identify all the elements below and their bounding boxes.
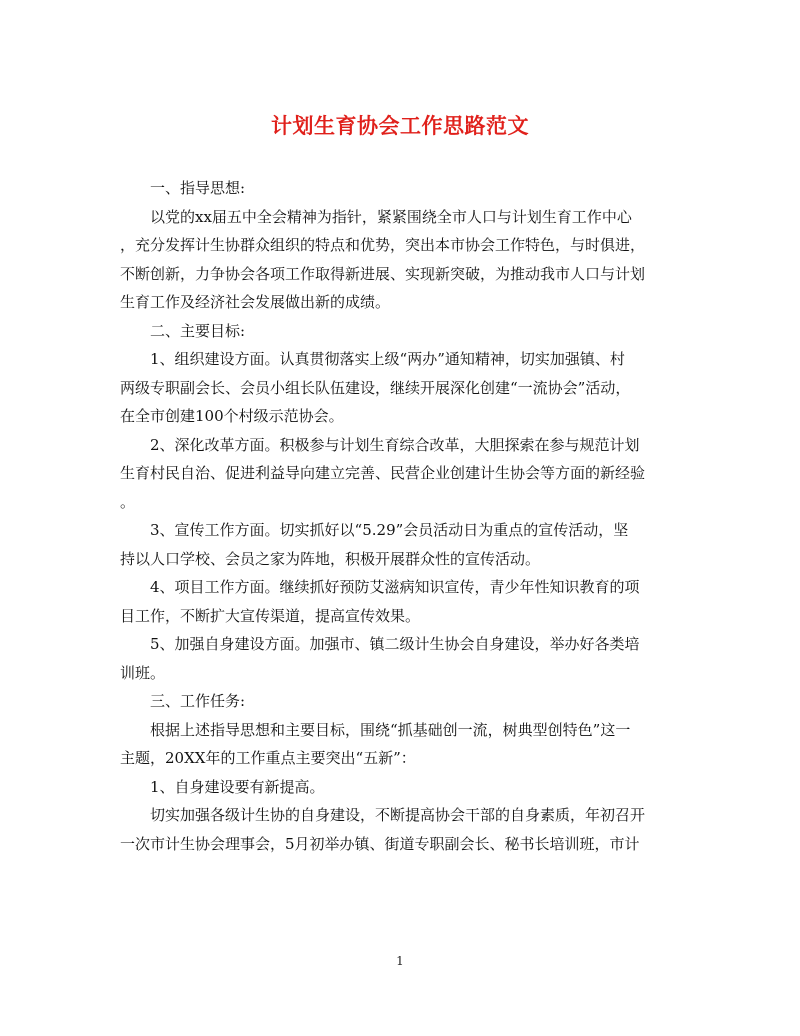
section-heading-work-tasks: 三、工作任务: [150, 692, 246, 710]
goal-self-building: 5、加强自身建设方面。加强市、镇二级计生协会自身建设，举办好各类培 训班。 [120, 635, 640, 682]
document-body [120, 174, 680, 858]
goal-publicity-work: 3、宣传工作方面。切实抓好以“5.29”会员活动日为重点的宣传活动，坚 持以人口学校、会员之家为阵地，积极开展群众性的宣传活动。 [120, 521, 629, 568]
section-heading-guiding-thought: 一、指导思想: [150, 179, 246, 197]
section-heading-main-goals: 二、主要目标: [150, 321, 246, 340]
document-title: 计划生育协会工作思路范文 [271, 113, 529, 138]
paragraph-guiding-thought: 以党的xx届五中全会精神为指针，紧紧围绕全市人口与计划生育工作中心 ，充分发挥计生协群众组织的特点和优势，突出本市协会工作特色，与时俱进， 不断创新，力争协会各项工作取得新进展、实现新突破，为推动我市人口与计划 生育工作及经济社会发展做出新的成绩。 [120, 207, 646, 311]
goal-organization-building: 1、组织建设方面。认真贯彻落实上级“两办”通知精神，切实加强镇、村 两级专职副会长、会员小组长队伍建设，继续开展深化创建“一流协会”活动， 在全市创建100个村级示范协会。 [120, 350, 631, 425]
paragraph-work-tasks-intro: 根据上述指导思想和主要目标，围绕“抓基础创一流，树典型创特色”这一 主题，20XX年的工作重点主要突出“五新”： [120, 720, 631, 767]
goal-deepening-reform: 2、深化改革方面。积极参与计划生育综合改革，大胆探索在参与规范计划 生育村民自治、促进利益导向建立完善、民营企业创建计生协会等方面的新经验 。 [120, 435, 646, 511]
goal-project-work: 4、项目工作方面。继续抓好预防艾滋病知识宣传，青少年性知识教育的项 目工作，不断扩大宣传渠道，提高宣传效果。 [120, 578, 640, 625]
task-self-building-heading: 1、自身建设要有新提高。 [150, 777, 325, 796]
task-self-building-detail: 切实加强各级计生协的自身建设，不断提高协会干部的自身素质，年初召开 一次市计生协会理事会，5月初举办镇、街道专职副会长、秘书长培训班，市计 [120, 806, 646, 853]
page-number: 1 [396, 954, 404, 968]
